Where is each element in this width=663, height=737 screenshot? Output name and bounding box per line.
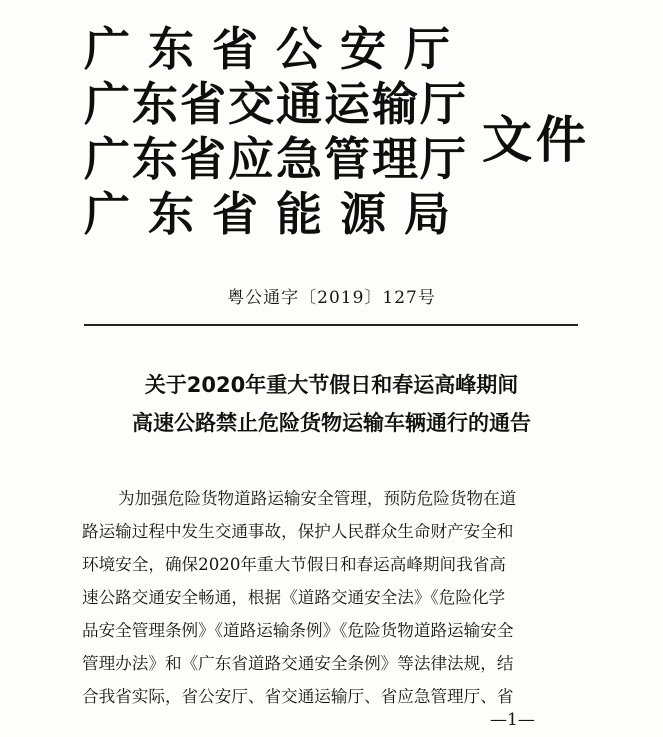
issuer-energy-bureau: 广东省能源局 (84, 187, 468, 241)
issuer-transport-dept: 广东省交通运输厅 (84, 77, 468, 131)
body-line: 环境安全，确保2020年重大节假日和春运高峰期间我省高 (82, 555, 506, 574)
body-line: 路运输过程中发生交通事故，保护人民群众生命财产安全和 (82, 522, 514, 541)
document-title (0, 366, 663, 442)
body-line: 为加强危险货物道路运输安全管理，预防危险货物在道 (118, 489, 517, 508)
body-paragraph (82, 482, 582, 713)
title-line-2: 高速公路禁止危险货物运输车辆通行的通告 (132, 411, 531, 435)
title-line-1: 关于2020年重大节假日和春运高峰期间 (144, 373, 519, 397)
page-number: —1— (490, 710, 535, 730)
body-line: 速公路交通安全畅通，根据《道路交通安全法》《危险化学 (82, 588, 506, 607)
body-line: 合我省实际，省公安厅、省交通运输厅、省应急管理厅、省 (82, 687, 514, 706)
header-separator-line (84, 324, 578, 326)
body-line: 品安全管理条例》《道路运输条例》《危险货物道路运输安全 (82, 621, 514, 640)
issuing-authorities (84, 22, 484, 242)
document-number: 粤公通字〔2019〕127号 (227, 288, 436, 308)
issuer-emergency-management-dept: 广东省应急管理厅 (84, 132, 468, 186)
document-type-label: 文件 (482, 111, 590, 169)
issuer-public-security-dept: 广东省公安厅 (84, 22, 468, 76)
body-line: 管理办法》和《广东省道路交通安全条例》等法律法规，结 (82, 654, 514, 673)
